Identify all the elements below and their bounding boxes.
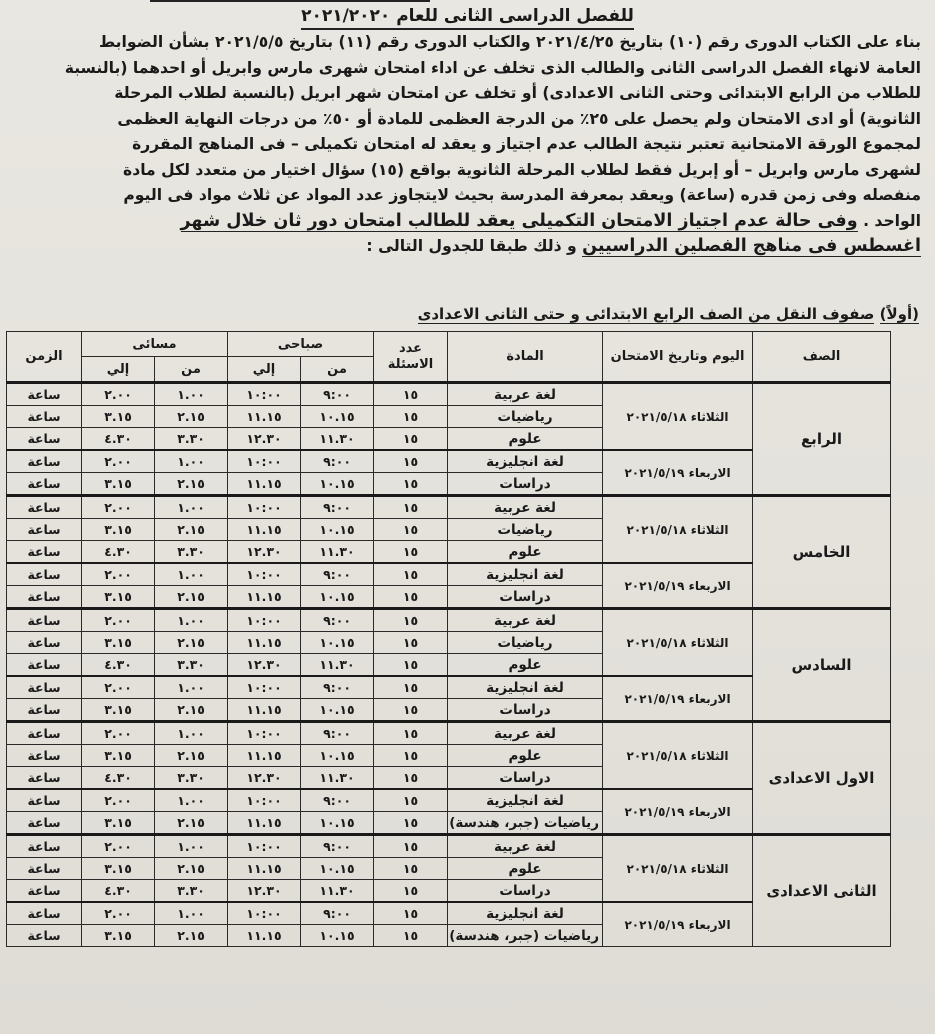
morning-to-cell: ١٢.٣٠ bbox=[228, 880, 301, 903]
evening-from-cell: ١.٠٠ bbox=[155, 835, 228, 858]
question-count-cell: ١٥ bbox=[374, 925, 448, 947]
table-body bbox=[7, 383, 891, 947]
morning-to-cell: ١١.١٥ bbox=[228, 925, 301, 947]
subject-cell: رياضيات bbox=[448, 632, 603, 654]
evening-to-cell: ٢.٠٠ bbox=[82, 676, 155, 699]
time-cell: ساعة bbox=[7, 519, 82, 541]
paragraph-line bbox=[10, 234, 921, 260]
evening-to-cell: ٤.٣٠ bbox=[82, 654, 155, 677]
day-date-cell: الاربعاء ٢٠٢١/٥/١٩ bbox=[603, 902, 753, 947]
subject-cell: علوم bbox=[448, 745, 603, 767]
time-cell: ساعة bbox=[7, 496, 82, 519]
day-date-cell: الثلاثاء ٢٠٢١/٥/١٨ bbox=[603, 722, 753, 790]
evening-to-cell: ٤.٣٠ bbox=[82, 880, 155, 903]
evening-to-cell: ٤.٣٠ bbox=[82, 767, 155, 790]
question-count-cell: ١٥ bbox=[374, 609, 448, 632]
day-date-cell: الثلاثاء ٢٠٢١/٥/١٨ bbox=[603, 496, 753, 564]
question-count-cell: ١٥ bbox=[374, 745, 448, 767]
subject-cell: دراسات bbox=[448, 699, 603, 722]
grade-cell: الاول الاعدادى bbox=[753, 722, 891, 835]
morning-from-cell: ٩:٠٠ bbox=[301, 676, 374, 699]
time-cell: ساعة bbox=[7, 450, 82, 473]
time-cell: ساعة bbox=[7, 586, 82, 609]
paragraph-line: منفصله وفى زمن قدره (ساعة) ويعقد بمعرفة المدرسة بحيث لايتجاوز عدد المواد عن ثلاث مواد فى اليوم bbox=[123, 186, 921, 204]
time-cell: ساعة bbox=[7, 699, 82, 722]
subject-cell: دراسات bbox=[448, 473, 603, 496]
header-evening-to: إلي bbox=[82, 357, 155, 383]
evening-to-cell: ٤.٣٠ bbox=[82, 428, 155, 451]
morning-from-cell: ١٠.١٥ bbox=[301, 473, 374, 496]
subject-cell: علوم bbox=[448, 541, 603, 564]
morning-to-cell: ١٠:٠٠ bbox=[228, 609, 301, 632]
header-morning-from: من bbox=[301, 357, 374, 383]
evening-to-cell: ٣.١٥ bbox=[82, 519, 155, 541]
morning-to-cell: ١١.١٥ bbox=[228, 586, 301, 609]
evening-to-cell: ٣.١٥ bbox=[82, 858, 155, 880]
subject-cell: لغة انجليزية bbox=[448, 450, 603, 473]
time-cell: ساعة bbox=[7, 835, 82, 858]
evening-from-cell: ١.٠٠ bbox=[155, 609, 228, 632]
time-cell: ساعة bbox=[7, 654, 82, 677]
time-cell: ساعة bbox=[7, 473, 82, 496]
evening-from-cell: ١.٠٠ bbox=[155, 722, 228, 745]
time-cell: ساعة bbox=[7, 428, 82, 451]
evening-from-cell: ٣.٣٠ bbox=[155, 541, 228, 564]
table-row bbox=[7, 722, 891, 745]
morning-from-cell: ٩:٠٠ bbox=[301, 609, 374, 632]
header-morning-to: إلي bbox=[228, 357, 301, 383]
morning-from-cell: ٩:٠٠ bbox=[301, 722, 374, 745]
grade-cell: السادس bbox=[753, 609, 891, 722]
morning-to-cell: ١١.١٥ bbox=[228, 406, 301, 428]
paragraph-line: بناء على الكتاب الدورى رقم (١٠) بتاريخ ٢٠٢١/٤/٢٥ والكتاب الدورى رقم (١١) بتاريخ ٢٠٢١/٥/٥ بشأن الضوابط bbox=[98, 33, 921, 51]
paragraph-line: الثانوية) أو ادى الامتحان ولم يحصل على ٢٥٪ من الدرجة العظمى للمادة أو ٥٠٪ من درجات النهاية العظمى bbox=[117, 109, 921, 128]
morning-from-cell: ١١.٣٠ bbox=[301, 541, 374, 564]
morning-from-cell: ٩:٠٠ bbox=[301, 563, 374, 586]
time-cell: ساعة bbox=[7, 858, 82, 880]
time-cell: ساعة bbox=[7, 880, 82, 903]
evening-to-cell: ٢.٠٠ bbox=[82, 383, 155, 406]
evening-to-cell: ٣.١٥ bbox=[82, 745, 155, 767]
header-subject: المادة bbox=[448, 332, 603, 383]
morning-to-cell: ١٠:٠٠ bbox=[228, 789, 301, 812]
evening-from-cell: ٢.١٥ bbox=[155, 473, 228, 496]
morning-to-cell: ١١.١٥ bbox=[228, 632, 301, 654]
header-evening-from: من bbox=[155, 357, 228, 383]
time-cell: ساعة bbox=[7, 563, 82, 586]
evening-to-cell: ٤.٣٠ bbox=[82, 541, 155, 564]
evening-from-cell: ١.٠٠ bbox=[155, 450, 228, 473]
header-question-count: عدد الاسئلة bbox=[374, 332, 448, 383]
question-count-cell: ١٥ bbox=[374, 699, 448, 722]
question-count-cell: ١٥ bbox=[374, 812, 448, 835]
paragraph-line: العامة لانهاء الفصل الدراسى الثانى والطالب الذى تخلف عن اداء امتحان شهرى مارس وابريل أو احدهما (بالنسبة bbox=[64, 58, 921, 77]
table-row bbox=[7, 496, 891, 519]
morning-from-cell: ١٠.١٥ bbox=[301, 745, 374, 767]
question-count-cell: ١٥ bbox=[374, 541, 448, 564]
morning-from-cell: ٩:٠٠ bbox=[301, 835, 374, 858]
morning-from-cell: ١١.٣٠ bbox=[301, 880, 374, 903]
evening-from-cell: ٢.١٥ bbox=[155, 406, 228, 428]
paragraph-line: لمجموع الورقة الامتحانية تعتبر نتيجة الطالب عدم اجتياز و يعقد له امتحان تكميلى – فى المناهج المقررة bbox=[132, 135, 921, 153]
evening-to-cell: ٢.٠٠ bbox=[82, 496, 155, 519]
evening-from-cell: ٢.١٥ bbox=[155, 745, 228, 767]
time-cell: ساعة bbox=[7, 767, 82, 790]
day-date-cell: الثلاثاء ٢٠٢١/٥/١٨ bbox=[603, 835, 753, 903]
morning-to-cell: ١٠:٠٠ bbox=[228, 676, 301, 699]
paragraph-text: الواحد . bbox=[863, 211, 921, 230]
evening-from-cell: ١.٠٠ bbox=[155, 676, 228, 699]
subject-cell: رياضيات (جبر، هندسة) bbox=[448, 812, 603, 835]
question-count-cell: ١٥ bbox=[374, 902, 448, 925]
subject-cell: رياضيات bbox=[448, 406, 603, 428]
question-count-cell: ١٥ bbox=[374, 676, 448, 699]
morning-to-cell: ١٢.٣٠ bbox=[228, 541, 301, 564]
evening-to-cell: ٣.١٥ bbox=[82, 699, 155, 722]
page-title: للفصل الدراسى الثانى للعام ٢٠٢١/٢٠٢٠ bbox=[0, 6, 935, 26]
day-date-cell: الاربعاء ٢٠٢١/٥/١٩ bbox=[603, 563, 753, 609]
evening-from-cell: ١.٠٠ bbox=[155, 789, 228, 812]
morning-to-cell: ١١.١٥ bbox=[228, 519, 301, 541]
section-heading: صفوف النقل من الصف الرابع الابتدائى و حتى الثانى الاعدادى bbox=[417, 305, 875, 323]
section-title bbox=[418, 305, 919, 323]
morning-to-cell: ١١.١٥ bbox=[228, 699, 301, 722]
paragraph-text: و ذلك طبقا للجدول التالى : bbox=[366, 237, 577, 255]
subject-cell: علوم bbox=[448, 858, 603, 880]
morning-from-cell: ٩:٠٠ bbox=[301, 450, 374, 473]
subject-cell: لغة عربية bbox=[448, 722, 603, 745]
time-cell: ساعة bbox=[7, 632, 82, 654]
subject-cell: لغة عربية bbox=[448, 835, 603, 858]
subject-cell: لغة انجليزية bbox=[448, 676, 603, 699]
evening-to-cell: ٢.٠٠ bbox=[82, 789, 155, 812]
question-count-cell: ١٥ bbox=[374, 519, 448, 541]
morning-from-cell: ١٠.١٥ bbox=[301, 632, 374, 654]
morning-from-cell: ١٠.١٥ bbox=[301, 699, 374, 722]
evening-from-cell: ٢.١٥ bbox=[155, 925, 228, 947]
evening-to-cell: ٣.١٥ bbox=[82, 812, 155, 835]
header-time: الزمن bbox=[7, 332, 82, 383]
morning-to-cell: ١٠:٠٠ bbox=[228, 722, 301, 745]
subject-cell: دراسات bbox=[448, 586, 603, 609]
evening-from-cell: ٣.٣٠ bbox=[155, 428, 228, 451]
time-cell: ساعة bbox=[7, 925, 82, 947]
morning-to-cell: ١٠:٠٠ bbox=[228, 902, 301, 925]
paragraph-line: لشهرى مارس وابريل – أو إبريل فقط لطلاب المرحلة الثانوية بواقع (١٥) سؤال اختيار من متعدد لكل مادة bbox=[122, 160, 921, 179]
morning-to-cell: ١١.١٥ bbox=[228, 812, 301, 835]
evening-from-cell: ٢.١٥ bbox=[155, 519, 228, 541]
question-count-cell: ١٥ bbox=[374, 722, 448, 745]
time-cell: ساعة bbox=[7, 676, 82, 699]
morning-from-cell: ١٠.١٥ bbox=[301, 406, 374, 428]
question-count-cell: ١٥ bbox=[374, 654, 448, 677]
morning-from-cell: ١٠.١٥ bbox=[301, 586, 374, 609]
subject-cell: لغة انجليزية bbox=[448, 902, 603, 925]
subject-cell: رياضيات bbox=[448, 519, 603, 541]
day-date-cell: الاربعاء ٢٠٢١/٥/١٩ bbox=[603, 789, 753, 835]
morning-from-cell: ١٠.١٥ bbox=[301, 858, 374, 880]
evening-to-cell: ٣.١٥ bbox=[82, 925, 155, 947]
evening-from-cell: ٢.١٥ bbox=[155, 632, 228, 654]
evening-from-cell: ٢.١٥ bbox=[155, 812, 228, 835]
question-count-cell: ١٥ bbox=[374, 473, 448, 496]
question-count-cell: ١٥ bbox=[374, 858, 448, 880]
morning-from-cell: ٩:٠٠ bbox=[301, 902, 374, 925]
paragraph-line bbox=[10, 209, 921, 235]
header-evening: مسائى bbox=[82, 332, 228, 357]
evening-from-cell: ١.٠٠ bbox=[155, 902, 228, 925]
evening-from-cell: ٢.١٥ bbox=[155, 699, 228, 722]
evening-to-cell: ٢.٠٠ bbox=[82, 563, 155, 586]
top-rule bbox=[150, 0, 430, 2]
question-count-cell: ١٥ bbox=[374, 586, 448, 609]
header-day-date: اليوم وتاريخ الامتحان bbox=[603, 332, 753, 383]
morning-to-cell: ١٠:٠٠ bbox=[228, 835, 301, 858]
evening-from-cell: ٢.١٥ bbox=[155, 858, 228, 880]
subject-cell: لغة انجليزية bbox=[448, 789, 603, 812]
time-cell: ساعة bbox=[7, 789, 82, 812]
emphasized-text: اغسطس فى مناهج الفصلين الدراسيين bbox=[582, 236, 921, 256]
subject-cell: رياضيات (جبر، هندسة) bbox=[448, 925, 603, 947]
subject-cell: علوم bbox=[448, 428, 603, 451]
evening-from-cell: ٣.٣٠ bbox=[155, 654, 228, 677]
morning-from-cell: ١١.٣٠ bbox=[301, 767, 374, 790]
grade-cell: الرابع bbox=[753, 383, 891, 496]
subject-cell: لغة عربية bbox=[448, 383, 603, 406]
subject-cell: دراسات bbox=[448, 880, 603, 903]
morning-to-cell: ١١.١٥ bbox=[228, 473, 301, 496]
question-count-cell: ١٥ bbox=[374, 406, 448, 428]
day-date-cell: الثلاثاء ٢٠٢١/٥/١٨ bbox=[603, 383, 753, 451]
time-cell: ساعة bbox=[7, 609, 82, 632]
morning-to-cell: ١٠:٠٠ bbox=[228, 563, 301, 586]
morning-to-cell: ١٠:٠٠ bbox=[228, 383, 301, 406]
evening-from-cell: ٢.١٥ bbox=[155, 586, 228, 609]
evening-from-cell: ١.٠٠ bbox=[155, 383, 228, 406]
grade-cell: الخامس bbox=[753, 496, 891, 609]
question-count-cell: ١٥ bbox=[374, 789, 448, 812]
morning-to-cell: ١٢.٣٠ bbox=[228, 654, 301, 677]
morning-from-cell: ٩:٠٠ bbox=[301, 496, 374, 519]
time-cell: ساعة bbox=[7, 812, 82, 835]
question-count-cell: ١٥ bbox=[374, 835, 448, 858]
question-count-cell: ١٥ bbox=[374, 383, 448, 406]
morning-from-cell: ١١.٣٠ bbox=[301, 428, 374, 451]
evening-to-cell: ٢.٠٠ bbox=[82, 835, 155, 858]
morning-from-cell: ٩:٠٠ bbox=[301, 789, 374, 812]
day-date-cell: الثلاثاء ٢٠٢١/٥/١٨ bbox=[603, 609, 753, 677]
evening-to-cell: ٣.١٥ bbox=[82, 632, 155, 654]
morning-to-cell: ١٠:٠٠ bbox=[228, 450, 301, 473]
subject-cell: لغة عربية bbox=[448, 496, 603, 519]
table-row bbox=[7, 835, 891, 858]
question-count-cell: ١٥ bbox=[374, 496, 448, 519]
subject-cell: لغة انجليزية bbox=[448, 563, 603, 586]
morning-from-cell: ١٠.١٥ bbox=[301, 519, 374, 541]
grade-cell: الثانى الاعدادى bbox=[753, 835, 891, 947]
morning-to-cell: ١١.١٥ bbox=[228, 858, 301, 880]
morning-to-cell: ١١.١٥ bbox=[228, 745, 301, 767]
question-count-cell: ١٥ bbox=[374, 563, 448, 586]
exam-schedule-table bbox=[6, 331, 891, 947]
subject-cell: علوم bbox=[448, 654, 603, 677]
question-count-cell: ١٥ bbox=[374, 632, 448, 654]
time-cell: ساعة bbox=[7, 722, 82, 745]
day-date-cell: الاربعاء ٢٠٢١/٥/١٩ bbox=[603, 676, 753, 722]
body-paragraph bbox=[10, 30, 921, 260]
section-label: (أولاً) bbox=[879, 305, 919, 323]
evening-from-cell: ٣.٣٠ bbox=[155, 880, 228, 903]
time-cell: ساعة bbox=[7, 902, 82, 925]
morning-from-cell: ١٠.١٥ bbox=[301, 925, 374, 947]
time-cell: ساعة bbox=[7, 745, 82, 767]
evening-from-cell: ١.٠٠ bbox=[155, 563, 228, 586]
evening-to-cell: ٢.٠٠ bbox=[82, 722, 155, 745]
header-morning: صباحى bbox=[228, 332, 374, 357]
subject-cell: دراسات bbox=[448, 767, 603, 790]
time-cell: ساعة bbox=[7, 383, 82, 406]
table-row bbox=[7, 609, 891, 632]
question-count-cell: ١٥ bbox=[374, 428, 448, 451]
morning-to-cell: ١٠:٠٠ bbox=[228, 496, 301, 519]
question-count-cell: ١٥ bbox=[374, 450, 448, 473]
morning-to-cell: ١٢.٣٠ bbox=[228, 428, 301, 451]
time-cell: ساعة bbox=[7, 406, 82, 428]
subject-cell: لغة عربية bbox=[448, 609, 603, 632]
evening-to-cell: ٢.٠٠ bbox=[82, 450, 155, 473]
emphasized-text: وفى حالة عدم اجتياز الامتحان التكميلى يعقد للطالب امتحان دور ثان خلال شهر bbox=[180, 210, 858, 231]
evening-to-cell: ٢.٠٠ bbox=[82, 609, 155, 632]
day-date-cell: الاربعاء ٢٠٢١/٥/١٩ bbox=[603, 450, 753, 496]
morning-from-cell: ٩:٠٠ bbox=[301, 383, 374, 406]
header-grade: الصف bbox=[753, 332, 891, 383]
evening-from-cell: ٣.٣٠ bbox=[155, 767, 228, 790]
evening-to-cell: ٣.١٥ bbox=[82, 406, 155, 428]
evening-to-cell: ٣.١٥ bbox=[82, 473, 155, 496]
question-count-cell: ١٥ bbox=[374, 767, 448, 790]
paragraph-line: للطلاب من الرابع الابتدائى وحتى الثانى الاعدادى) أو تخلف عن امتحان شهر ابريل (بالنسبة لطلاب المرحلة bbox=[114, 84, 921, 102]
question-count-cell: ١٥ bbox=[374, 880, 448, 903]
morning-from-cell: ١١.٣٠ bbox=[301, 654, 374, 677]
morning-from-cell: ١٠.١٥ bbox=[301, 812, 374, 835]
evening-to-cell: ٣.١٥ bbox=[82, 586, 155, 609]
evening-from-cell: ١.٠٠ bbox=[155, 496, 228, 519]
time-cell: ساعة bbox=[7, 541, 82, 564]
evening-to-cell: ٢.٠٠ bbox=[82, 902, 155, 925]
table-row bbox=[7, 383, 891, 406]
morning-to-cell: ١٢.٣٠ bbox=[228, 767, 301, 790]
